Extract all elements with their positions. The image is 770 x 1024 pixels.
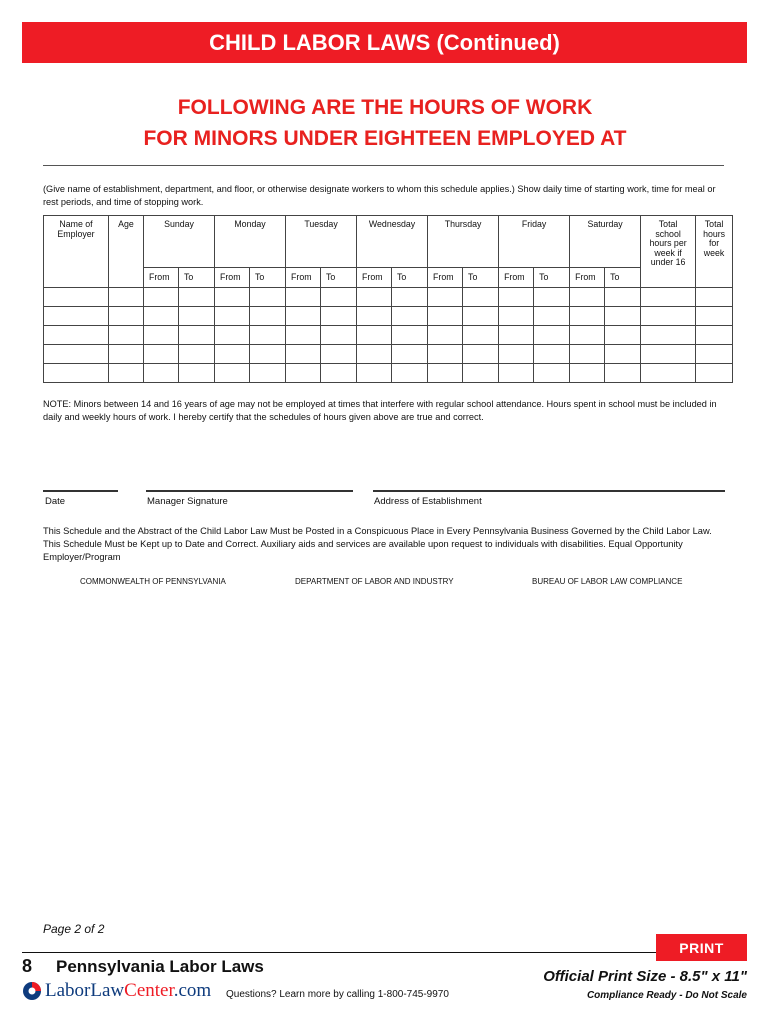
address-signature-line[interactable] (373, 490, 725, 492)
schedule-cell[interactable] (321, 326, 357, 345)
to-header: To (392, 268, 428, 288)
schedule-cell[interactable] (570, 288, 605, 307)
headline-divider (43, 165, 724, 166)
banner-title: CHILD LABOR LAWS (Continued) (209, 29, 560, 55)
schedule-cell[interactable] (250, 326, 286, 345)
age-header: Age (109, 216, 144, 288)
schedule-cell[interactable] (250, 307, 286, 326)
to-header: To (605, 268, 641, 288)
schedule-cell[interactable] (321, 307, 357, 326)
schedule-cell[interactable] (357, 345, 392, 364)
schedule-cell[interactable] (641, 326, 696, 345)
schedule-cell[interactable] (428, 307, 463, 326)
from-header: From (215, 268, 250, 288)
schedule-cell[interactable] (499, 345, 534, 364)
to-header: To (534, 268, 570, 288)
schedule-cell[interactable] (215, 364, 250, 383)
day-header-tuesday: Tuesday (286, 216, 357, 268)
schedule-cell[interactable] (286, 326, 321, 345)
schedule-cell[interactable] (179, 288, 215, 307)
to-header: To (463, 268, 499, 288)
schedule-instructions: (Give name of establishment, department, and floor, or otherwise designate workers to whom this schedule applies.) Show daily time of starting work, time for meal or rest periods, and time of stopping work. (43, 184, 716, 207)
schedule-cell[interactable] (144, 345, 179, 364)
questions-phone: Questions? Learn more by calling 1-800-745-9970 (226, 989, 449, 1000)
schedule-cell[interactable] (144, 326, 179, 345)
schedule-cell[interactable] (250, 364, 286, 383)
schedule-cell[interactable] (215, 326, 250, 345)
schedule-cell[interactable] (179, 326, 215, 345)
schedule-cell[interactable] (534, 288, 570, 307)
schedule-cell[interactable] (392, 288, 428, 307)
schedule-cell[interactable] (463, 326, 499, 345)
schedule-cell[interactable] (428, 326, 463, 345)
schedule-cell[interactable] (357, 326, 392, 345)
schedule-row (44, 345, 733, 364)
schedule-cell[interactable] (428, 345, 463, 364)
day-header-sunday: Sunday (144, 216, 215, 268)
schedule-cell[interactable] (392, 326, 428, 345)
schedule-cell[interactable] (321, 364, 357, 383)
footer-page-number: 8 (22, 956, 33, 976)
from-header: From (428, 268, 463, 288)
schedule-cell[interactable] (144, 307, 179, 326)
from-header: From (499, 268, 534, 288)
date-signature-line[interactable] (43, 490, 118, 492)
schedule-cell[interactable] (44, 288, 109, 307)
laborlawcenter-logo[interactable] (22, 980, 211, 1002)
day-header-wednesday: Wednesday (357, 216, 428, 268)
schedule-cell[interactable] (44, 345, 109, 364)
schedule-cell[interactable] (534, 345, 570, 364)
schedule-cell[interactable] (641, 345, 696, 364)
schedule-cell[interactable] (696, 307, 733, 326)
agency-department: DEPARTMENT OF LABOR AND INDUSTRY (295, 577, 454, 586)
total-hours-header: Total hours for week (696, 216, 733, 288)
schedule-cell[interactable] (392, 307, 428, 326)
laborlawcenter-logo-icon (22, 981, 42, 1001)
date-label: Date (45, 496, 66, 507)
schedule-cell[interactable] (570, 307, 605, 326)
footer-title: Pennsylvania Labor Laws (56, 957, 264, 976)
schedule-cell[interactable] (215, 307, 250, 326)
schedule-row (44, 326, 733, 345)
schedule-cell[interactable] (286, 345, 321, 364)
page-banner (22, 22, 747, 63)
schedule-cell[interactable] (179, 345, 215, 364)
schedule-cell[interactable] (570, 326, 605, 345)
name-of-employer-header: Name of Employer (44, 216, 109, 288)
schedule-cell[interactable] (144, 364, 179, 383)
schedule-cell[interactable] (696, 364, 733, 383)
schedule-cell[interactable] (179, 364, 215, 383)
compliance-note: Compliance Ready - Do Not Scale (586, 990, 747, 1001)
schedule-cell[interactable] (109, 345, 144, 364)
agency-bureau: BUREAU OF LABOR LAW COMPLIANCE (532, 577, 683, 586)
schedule-cell[interactable] (696, 326, 733, 345)
schedule-cell[interactable] (696, 345, 733, 364)
schedule-cell[interactable] (109, 326, 144, 345)
from-header: From (570, 268, 605, 288)
day-header-saturday: Saturday (570, 216, 641, 268)
official-print-size: Official Print Size - 8.5" x 11" (543, 968, 747, 985)
schedule-cell[interactable] (605, 345, 641, 364)
schedule-row (44, 364, 733, 383)
schedule-cell[interactable] (463, 345, 499, 364)
day-header-friday: Friday (499, 216, 570, 268)
from-header: From (286, 268, 321, 288)
schedule-cell[interactable] (570, 364, 605, 383)
to-header: To (250, 268, 286, 288)
schedule-cell[interactable] (641, 364, 696, 383)
schedule-cell[interactable] (286, 288, 321, 307)
schedule-cell[interactable] (44, 364, 109, 383)
schedule-cell[interactable] (570, 345, 605, 364)
address-label: Address of Establishment (374, 496, 482, 507)
schedule-cell[interactable] (605, 364, 641, 383)
schedule-cell[interactable] (109, 307, 144, 326)
headline-line-1: FOLLOWING ARE THE HOURS OF WORK (177, 96, 593, 119)
schedule-cell[interactable] (44, 326, 109, 345)
schedule-cell[interactable] (215, 288, 250, 307)
schedule-cell[interactable] (392, 345, 428, 364)
schedule-cell[interactable] (357, 307, 392, 326)
schedule-cell[interactable] (321, 345, 357, 364)
schedule-cell[interactable] (534, 364, 570, 383)
schedule-cell[interactable] (499, 307, 534, 326)
print-button[interactable]: PRINT (656, 934, 747, 961)
hours-schedule-table (43, 215, 733, 383)
schedule-cell[interactable] (250, 345, 286, 364)
certification-note: NOTE: Minors between 14 and 16 years of age may not be employed at times that interfere with regular school attendance. Hours spent in school must be included in daily and weekly hours of work. I hereby certify that the schedules of hours given above are true and correct. (43, 399, 717, 422)
schedule-cell[interactable] (499, 364, 534, 383)
day-header-monday: Monday (215, 216, 286, 268)
schedule-cell[interactable] (109, 364, 144, 383)
schedule-cell[interactable] (286, 307, 321, 326)
schedule-row (44, 288, 733, 307)
schedule-cell[interactable] (321, 288, 357, 307)
schedule-cell[interactable] (44, 307, 109, 326)
manager-signature-label: Manager Signature (147, 496, 228, 507)
schedule-cell[interactable] (428, 364, 463, 383)
schedule-cell[interactable] (428, 288, 463, 307)
page-indicator: Page 2 of 2 (43, 922, 105, 936)
schedule-cell[interactable] (463, 307, 499, 326)
to-header: To (321, 268, 357, 288)
logo-wordmark: LaborLawCenter.com (45, 980, 212, 1001)
from-header: From (357, 268, 392, 288)
schedule-cell[interactable] (463, 288, 499, 307)
schedule-cell[interactable] (215, 345, 250, 364)
schedule-cell[interactable] (179, 307, 215, 326)
schedule-cell[interactable] (286, 364, 321, 383)
schedule-cell[interactable] (499, 288, 534, 307)
schedule-row (44, 307, 733, 326)
schedule-cell[interactable] (641, 288, 696, 307)
schedule-cell[interactable] (250, 288, 286, 307)
footer-divider (22, 952, 656, 953)
day-header-thursday: Thursday (428, 216, 499, 268)
schedule-cell[interactable] (605, 326, 641, 345)
manager-signature-line[interactable] (146, 490, 353, 492)
posting-notice: This Schedule and the Abstract of the Child Labor Law Must be Posted in a Conspicuous Place in Every Pennsylvania Business Governed by the Child Labor Law. This Schedule Must be Kept up to Date and Correct. Auxiliary aids and services are available upon request to individuals with disabilities. Equal Opportunity Employer/Program (43, 526, 712, 562)
schedule-cell[interactable] (641, 307, 696, 326)
schedule-cell[interactable] (605, 288, 641, 307)
agency-commonwealth: COMMONWEALTH OF PENNSYLVANIA (80, 577, 226, 586)
schedule-cell[interactable] (499, 326, 534, 345)
schedule-cell[interactable] (144, 288, 179, 307)
schedule-cell[interactable] (357, 288, 392, 307)
from-header: From (144, 268, 179, 288)
schedule-cell[interactable] (463, 364, 499, 383)
schedule-cell[interactable] (392, 364, 428, 383)
school-hours-header: Total school hours per week if under 16 (641, 216, 696, 288)
headline-line-2: FOR MINORS UNDER EIGHTEEN EMPLOYED AT (143, 127, 627, 150)
schedule-cell[interactable] (109, 288, 144, 307)
to-header: To (179, 268, 215, 288)
schedule-cell[interactable] (534, 326, 570, 345)
schedule-cell[interactable] (605, 307, 641, 326)
schedule-cell[interactable] (696, 288, 733, 307)
schedule-cell[interactable] (534, 307, 570, 326)
schedule-cell[interactable] (357, 364, 392, 383)
